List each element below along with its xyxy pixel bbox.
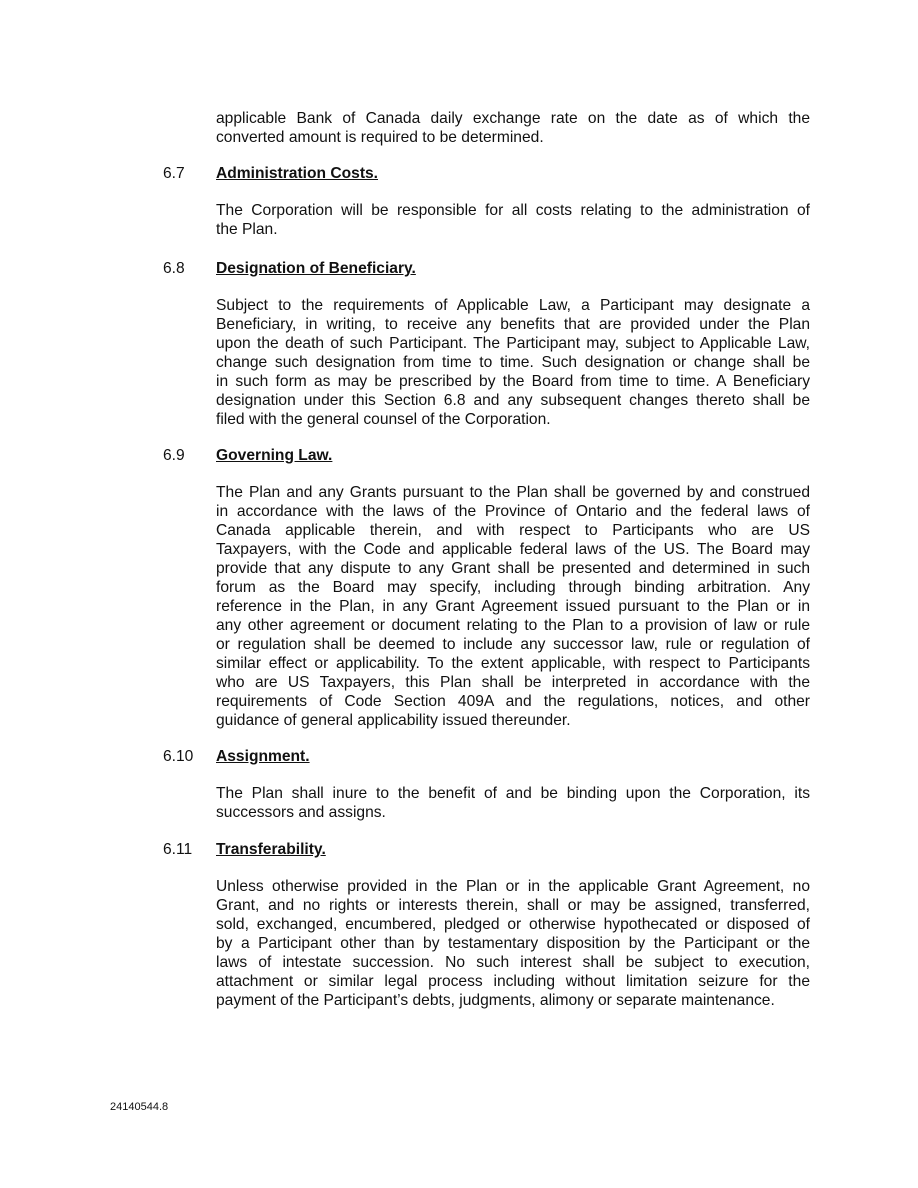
section-heading: Transferability. bbox=[216, 841, 326, 858]
paragraph-line: forum as the Board may specify, including through binding arbitration. Any bbox=[216, 579, 810, 596]
paragraph-line: designation under this Section 6.8 and any subsequent changes thereto shall be bbox=[216, 392, 810, 409]
paragraph-line: Taxpayers, with the Code and applicable federal laws of the US. The Board may bbox=[216, 541, 810, 558]
paragraph bbox=[216, 296, 810, 429]
paragraph-line: similar effect or applicability. To the extent applicable, with respect to Participants bbox=[216, 655, 810, 672]
paragraph-line: filed with the general counsel of the Corporation. bbox=[216, 411, 551, 428]
paragraph-line: applicable Bank of Canada daily exchange rate on the date as of which the bbox=[216, 110, 810, 127]
section-number: 6.7 bbox=[163, 165, 185, 182]
paragraph-line: Subject to the requirements of Applicable Law, a Participant may designate a bbox=[216, 297, 810, 314]
section-number: 6.10 bbox=[163, 748, 194, 765]
paragraph-line: who are US Taxpayers, this Plan shall be interpreted in accordance with the bbox=[216, 674, 810, 691]
paragraph-line: upon the death of such Participant. The Participant may, subject to Applicable Law, bbox=[216, 335, 810, 352]
paragraph-line: attachment or similar legal process including without limitation seizure for the bbox=[216, 973, 810, 990]
paragraph-line: by a Participant other than by testamentary disposition by the Participant or the bbox=[216, 935, 810, 952]
paragraph-line: in such form as may be prescribed by the Board from time to time. A Beneficiary bbox=[216, 373, 810, 390]
paragraph-line: reference in the Plan, in any Grant Agreement issued pursuant to the Plan or in bbox=[216, 598, 810, 615]
paragraph-line: laws of intestate succession. No such interest shall be subject to execution, bbox=[216, 954, 810, 971]
document-id: 24140544.8 bbox=[110, 1101, 169, 1113]
paragraph bbox=[216, 483, 810, 730]
paragraph-line: the Plan. bbox=[216, 221, 278, 238]
paragraph bbox=[216, 201, 810, 239]
paragraph-line: converted amount is required to be determined. bbox=[216, 129, 544, 146]
paragraph-line: guidance of general applicability issued thereunder. bbox=[216, 712, 571, 729]
paragraph-line: The Plan and any Grants pursuant to the Plan shall be governed by and construed bbox=[216, 484, 810, 501]
paragraph-line: The Plan shall inure to the benefit of and be binding upon the Corporation, its bbox=[216, 785, 810, 802]
paragraph-line: in accordance with the laws of the Province of Ontario and the federal laws of bbox=[216, 503, 810, 520]
paragraph-line: successors and assigns. bbox=[216, 804, 386, 821]
section-heading: Governing Law. bbox=[216, 447, 333, 464]
paragraph-line: or regulation shall be deemed to include any successor law, rule or regulation of bbox=[216, 636, 810, 653]
paragraph bbox=[216, 877, 810, 1010]
paragraph-line: Beneficiary, in writing, to receive any benefits that are provided under the Plan bbox=[216, 316, 810, 333]
paragraph-line: Canada applicable therein, and with respect to Participants who are US bbox=[216, 522, 810, 539]
paragraph-line: provide that any dispute to any Grant shall be presented and determined in such bbox=[216, 560, 810, 577]
paragraph-line: change such designation from time to time. Such designation or change shall be bbox=[216, 354, 810, 371]
paragraph-line: requirements of Code Section 409A and the regulations, notices, and other bbox=[216, 693, 810, 710]
paragraph-line: sold, exchanged, encumbered, pledged or otherwise hypothecated or disposed of bbox=[216, 916, 810, 933]
section-heading: Designation of Beneficiary. bbox=[216, 260, 416, 277]
paragraph bbox=[216, 784, 810, 822]
paragraph-line: payment of the Participant’s debts, judgments, alimony or separate maintenance. bbox=[216, 992, 775, 1009]
paragraph-line: The Corporation will be responsible for all costs relating to the administration of bbox=[216, 202, 810, 219]
paragraph bbox=[216, 109, 810, 147]
paragraph-line: Unless otherwise provided in the Plan or in the applicable Grant Agreement, no bbox=[216, 878, 810, 895]
section-heading: Assignment. bbox=[216, 748, 310, 765]
section-number: 6.8 bbox=[163, 260, 185, 277]
paragraph-line: any other agreement or document relating to the Plan to a provision of law or rule bbox=[216, 617, 810, 634]
section-number: 6.9 bbox=[163, 447, 185, 464]
section-number: 6.11 bbox=[163, 841, 193, 858]
section-heading: Administration Costs. bbox=[216, 165, 379, 182]
paragraph-line: Grant, and no rights or interests therein, shall or may be assigned, transferred, bbox=[216, 897, 810, 914]
